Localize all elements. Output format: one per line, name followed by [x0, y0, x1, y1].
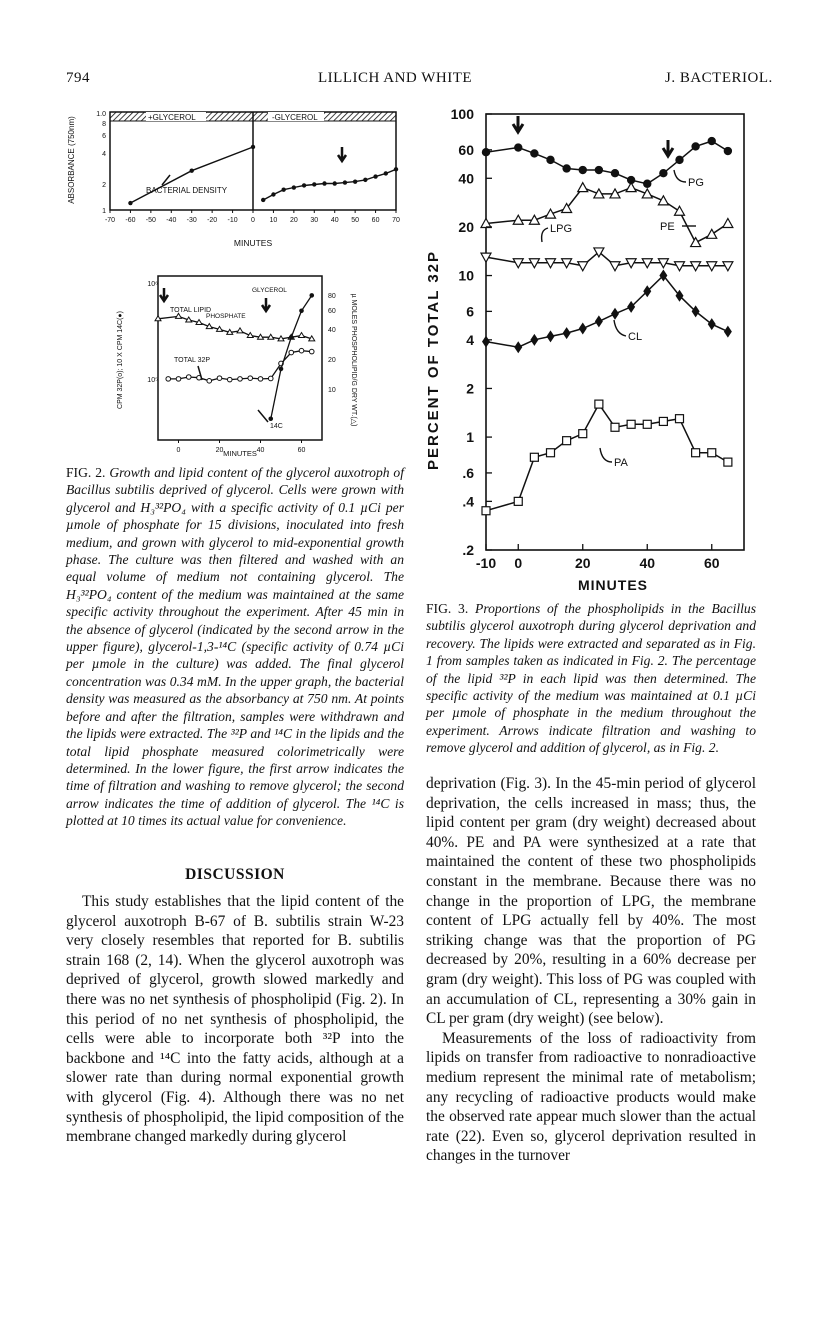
- cl-point: [627, 301, 635, 313]
- running-authors: LILLICH AND WHITE: [318, 70, 473, 86]
- label-pg: PG: [688, 177, 704, 189]
- discussion-paragraph-1: This study establishes that the lipid content of the glycerol auxotroph B-67 of B. subtilis strain W-23 very closely resembles that reported for B. subtilis strain 168 (2, 14). When the glycerol auxotroph was deprived of glycerol, growth slowed markedly and there was no net synthesis of phospholipid (Fig. 2). In this period of no net synthesis of phospholipid, the cells were able to incorporate both ³²P into the backbone and ¹⁴C into the fatty acids, although at a slower rate than during normal exponential growth with glycerol (Fig. 4). Although there was no net synthesis of phospholipid, the lipid composition of the membrane changed markedly during glycerol: [66, 893, 404, 1146]
- fig3-ytick-label: .4: [462, 493, 474, 510]
- pg-point: [514, 143, 522, 151]
- pa-point: [563, 437, 571, 445]
- right-paragraph-2: Measurements of the loss of radioactivity from lipids on transfer from radioactive to nonradioactive medium represent the minimal rate of metabolism; any recycling of radioactive products would make the observed rate appear much slower than the actual rate (22). Even so, glycerol deprivation resulted in changes in the turnover: [426, 1029, 756, 1165]
- lower-right-tick-10: 10: [328, 387, 336, 394]
- pa-point: [643, 420, 651, 428]
- fig2-upper-xlabel: MINUTES: [233, 238, 273, 248]
- pa-point: [482, 507, 490, 515]
- total-32p-point: [227, 377, 232, 382]
- density-point: [373, 174, 377, 178]
- fig2-caption-text: Growth and lipid content of the glycerol auxotroph of Bacillus subtilis deprived of glycerol. Cells were grown with glycerol and H₃³²PO₄ with a specific activity of 0.1 µCi per µmole of phosphate for 15 divisions, inoculated into fresh medium, and grown with glycerol to mid-exponential growth phase. The culture was then filtered and washed with an equal volume of medium not containing glycerol. The H₃³²PO₄ content of the medium was maintained at the same specific activity throughout the experiment. After 45 min in the absence of glycerol (indicated by the second arrow in the upper figure), glycerol-1,3-¹⁴C (specific activity of 0.74 µCi per µmole in the culture) was added. The final glycerol concentration was 0.34 mM. In the upper graph, the bacterial density was measured as the absorbancy at 750 nm. At points before and after the filtration, samples were withdrawn and the lipids were extracted. The ³²P and ¹⁴C in the lipids and the total lipid phosphate measured colorimetrically were determined. In the lower figure, the first arrow indicates the time of filtration and washing to remove glycerol; the second arrow indicates the time of addition of glycerol. The ¹⁴C is plotted at 10 times its actual value for convenience.: [66, 465, 405, 829]
- fig2-caption: [66, 464, 404, 830]
- fig3-ytick-label: 100: [450, 106, 474, 122]
- density-point: [281, 188, 285, 192]
- pg-point: [659, 169, 667, 177]
- fig3-ytick-label: 4: [466, 331, 474, 348]
- page-number: 794: [66, 70, 90, 86]
- discussion-heading: DISCUSSION: [185, 866, 285, 883]
- pe-point: [658, 196, 668, 205]
- cl-point: [708, 318, 716, 330]
- lpg-point: [610, 262, 620, 271]
- total-32p-point: [176, 377, 181, 382]
- total-32p-point: [217, 376, 222, 381]
- 14c-point: [289, 335, 294, 340]
- density-point: [261, 198, 265, 202]
- pg-point: [724, 147, 732, 155]
- cl-point: [643, 285, 651, 297]
- fig3-xlabel: MINUTES: [578, 577, 648, 593]
- label-glycerol: GLYCEROL: [252, 287, 287, 294]
- pe-point: [578, 183, 588, 192]
- cl-point: [579, 323, 587, 335]
- cl-point: [563, 327, 571, 339]
- 14c-line: [271, 295, 312, 418]
- upper-xtick-label: -10: [227, 217, 238, 224]
- 14c-point: [268, 416, 273, 421]
- upper-xtick-label: -30: [186, 217, 197, 224]
- fig3-ytick-label: .2: [462, 542, 474, 558]
- pe-point: [723, 218, 733, 227]
- density-point: [343, 180, 347, 184]
- pa-point: [676, 415, 684, 423]
- fig2-upper-chart: [66, 100, 406, 250]
- pe-point: [642, 189, 652, 198]
- pg-point: [675, 156, 683, 164]
- density-point: [312, 182, 316, 186]
- label-pa: PA: [614, 457, 628, 469]
- pe-point: [707, 229, 717, 238]
- fig2-lower-ylabel-left: CPM 32P(o); 10 X CPM 14C(●): [117, 311, 124, 409]
- lpg-pointer: [542, 228, 548, 242]
- total-32p-point: [207, 379, 212, 384]
- band-right-label: -GLYCEROL: [272, 113, 318, 122]
- pa-pointer: [600, 448, 612, 462]
- fig3-caption-text: Proportions of the phospholipids in the Bacillus subtilis glycerol auxotroph during glycerol deprivation and recovery. The lipids were extracted and separated as in Fig. 1 from samples taken as indicated in Fig. 2. The percentage of the lipid ³²P in each lipid was then determined. The specific activity of the medium was maintained at 0.1 µCi per µmole of phosphate in the medium throughout the experiment. Arrows indicate filtration and washing to remove glycerol and addition of glycerol, as in Fig. 2.: [426, 601, 756, 756]
- filtration-arrow: [160, 288, 168, 301]
- fig3-ytick-label: 40: [458, 170, 474, 187]
- total-32p-point: [166, 377, 171, 382]
- pa-point: [708, 449, 716, 457]
- density-point: [384, 171, 388, 175]
- density-point: [363, 178, 367, 182]
- discussion-column-left: [66, 892, 404, 1147]
- cl-point: [530, 334, 538, 346]
- upper-xtick-label: 0: [251, 217, 255, 224]
- label-14c: 14C: [270, 423, 283, 430]
- upper-xtick-label: 60: [371, 217, 380, 224]
- upper-xtick-label: -60: [125, 217, 136, 224]
- 14c-point: [299, 309, 304, 314]
- pa-point: [692, 449, 700, 457]
- total-32p-point: [268, 376, 273, 381]
- upper-ytick-6: 6: [102, 133, 106, 140]
- density-point: [251, 145, 255, 149]
- fig3-caption-lead: FIG. 3.: [426, 601, 469, 616]
- pg-point: [691, 142, 699, 150]
- fig3-ytick-label: 20: [458, 218, 474, 235]
- density-point: [394, 167, 398, 171]
- fig2-upper-ylabel: ABSORBANCE (750nm): [67, 116, 76, 204]
- density-point: [333, 181, 337, 185]
- density-point: [353, 179, 357, 183]
- label-lpg: LPG: [550, 223, 573, 235]
- pe-point: [675, 206, 685, 215]
- pg-point: [611, 169, 619, 177]
- fig3-ytick-label: 10: [458, 267, 474, 284]
- upper-xtick-label: 50: [351, 217, 360, 224]
- 14c-pointer: [258, 410, 268, 422]
- cl-point: [514, 341, 522, 353]
- upper-xtick-label: 70: [392, 217, 400, 224]
- pe-point: [691, 238, 701, 247]
- lower-xtick-label: 40: [256, 447, 265, 454]
- pg-point: [530, 149, 538, 157]
- label-phosphate: PHOSPHATE: [206, 313, 246, 320]
- fig3-filtration-arrow: [513, 116, 523, 132]
- pa-point: [659, 417, 667, 425]
- cl-point: [482, 336, 490, 348]
- total-32p-point: [248, 376, 253, 381]
- fig3-ytick-label: 1: [466, 429, 474, 446]
- 14c-point: [279, 367, 284, 372]
- glycerol-arrow: [262, 298, 270, 311]
- fig3-xtick-label: -10: [475, 555, 497, 571]
- pg-point: [546, 156, 554, 164]
- density-point: [128, 201, 132, 205]
- fig3-xtick-label: 20: [574, 555, 591, 571]
- total-32p-point: [289, 350, 294, 355]
- upper-xtick-label: -70: [104, 217, 116, 224]
- lower-right-tick-40: 40: [328, 327, 336, 334]
- pe-point: [626, 183, 636, 192]
- upper-xtick-label: -40: [166, 217, 177, 224]
- fig3-ytick-label: 2: [466, 380, 474, 397]
- upper-ytick-2: 2: [102, 182, 106, 189]
- lower-right-tick-60: 60: [328, 308, 336, 315]
- fig2-lower-xlabel: MINUTES: [223, 449, 257, 458]
- upper-xtick-label: 10: [269, 217, 278, 224]
- label-total32p: TOTAL 32P: [174, 357, 211, 364]
- upper-xtick-label: 20: [289, 217, 298, 224]
- upper-ytick-1: 1: [102, 208, 106, 215]
- pe-line: [486, 188, 728, 243]
- density-annotation: BACTERIAL DENSITY: [146, 186, 228, 195]
- total-32p-point: [238, 377, 243, 382]
- pa-point: [595, 400, 603, 408]
- total-32p-point: [186, 375, 191, 380]
- body-column-right: [426, 774, 756, 1166]
- total-32p-point: [258, 377, 263, 382]
- pg-point: [708, 137, 716, 145]
- pa-point: [611, 423, 619, 431]
- lower-xtick-label: 0: [176, 447, 181, 454]
- band-left-label: +GLYCEROL: [148, 113, 196, 122]
- lower-right-tick-80: 80: [328, 293, 336, 300]
- fig2-caption-lead: FIG. 2.: [66, 465, 106, 480]
- fig2-lower-ylabel-right: µ MOLES PHOSPHOLIPID/G DRY WT.(△): [350, 293, 357, 427]
- total-lipid-point: [299, 333, 305, 338]
- density-point: [190, 168, 194, 172]
- density-point: [302, 183, 306, 187]
- pg-point: [579, 166, 587, 174]
- pg-pointer: [674, 170, 686, 182]
- label-total-lipid: TOTAL LIPID: [170, 307, 212, 314]
- label-pe: PE: [660, 221, 675, 233]
- glycerol-addition-arrow: [338, 147, 346, 161]
- right-paragraph-1: deprivation (Fig. 3). In the 45-min period of glycerol deprivation, the cells increased in mass; thus, the lipid content per gram (dry weight) decreased about 40%. PE and PA were synthesized at a rate that maintained the content of these two phospholipids constant in the membrane. Because there was no change in the proportion of LPG, the membrane content of LPG actually fell by 40%. The most striking change was that the proportion of PG decreased by 20%, resulting in a 60% decrease per gram (dry weight). This loss of PG was coupled with an accumulation of CL, representing a 30% gain in CL per gram (dry weight) (see below).: [426, 775, 756, 1028]
- cl-point: [547, 330, 555, 342]
- upper-xtick-label: 40: [330, 217, 339, 224]
- cl-point: [611, 308, 619, 320]
- upper-ytick-1.0: 1.0: [96, 111, 106, 118]
- total-lipid-point: [176, 313, 182, 318]
- pa-point: [547, 449, 555, 457]
- pa-point: [724, 458, 732, 466]
- total-lipid-point: [237, 328, 243, 333]
- fig3-caption: [426, 600, 756, 757]
- pa-point: [514, 497, 522, 505]
- cl-point: [724, 326, 732, 338]
- upper-xtick-label: 30: [310, 217, 319, 224]
- density-point: [292, 185, 296, 189]
- density-point: [271, 192, 275, 196]
- fig3-xtick-label: 0: [514, 555, 523, 571]
- pa-line: [486, 404, 728, 511]
- fig3-ytick-label: 60: [458, 141, 474, 158]
- density-point: [322, 181, 326, 185]
- lower-xtick-label: 60: [297, 447, 306, 454]
- cl-point: [595, 315, 603, 327]
- density-line-after: [263, 169, 396, 200]
- pg-point: [595, 166, 603, 174]
- pa-point: [530, 453, 538, 461]
- 14c-point: [309, 293, 314, 298]
- fig3-xtick-label: 40: [639, 555, 656, 571]
- cl-line: [486, 276, 728, 348]
- lpg-point: [578, 262, 588, 271]
- total-32p-point: [309, 349, 314, 354]
- pa-point: [579, 430, 587, 438]
- upper-xtick-label: -50: [145, 217, 156, 224]
- cl-pointer: [614, 320, 626, 336]
- lower-right-tick-20: 20: [328, 357, 336, 364]
- fig3-xtick-label: 60: [703, 555, 720, 571]
- total-32p-point: [299, 348, 304, 353]
- fig3-ytick-label: .6: [462, 464, 474, 481]
- upper-ytick-4: 4: [102, 151, 106, 158]
- lower-xtick-label: 20: [215, 447, 224, 454]
- lower-left-tick-1e6: 10⁶: [147, 281, 158, 288]
- pa-point: [627, 420, 635, 428]
- upper-ytick-8: 8: [102, 121, 106, 128]
- fig3-glycerol-arrow: [663, 140, 673, 156]
- fig3-ylabel: PERCENT OF TOTAL 32P: [425, 249, 442, 471]
- label-cl: CL: [628, 331, 643, 343]
- fig3-chart: [416, 100, 756, 595]
- pg-point: [643, 180, 651, 188]
- cl-point: [692, 305, 700, 317]
- pg-point: [562, 164, 570, 172]
- lower-left-tick-1e5: 10⁵: [147, 377, 158, 384]
- journal-name: J. BACTERIOL.: [665, 70, 773, 86]
- fig3-ytick-label: 6: [466, 303, 474, 320]
- fig2-lower-chart: [108, 268, 368, 458]
- upper-xtick-label: -20: [207, 217, 218, 224]
